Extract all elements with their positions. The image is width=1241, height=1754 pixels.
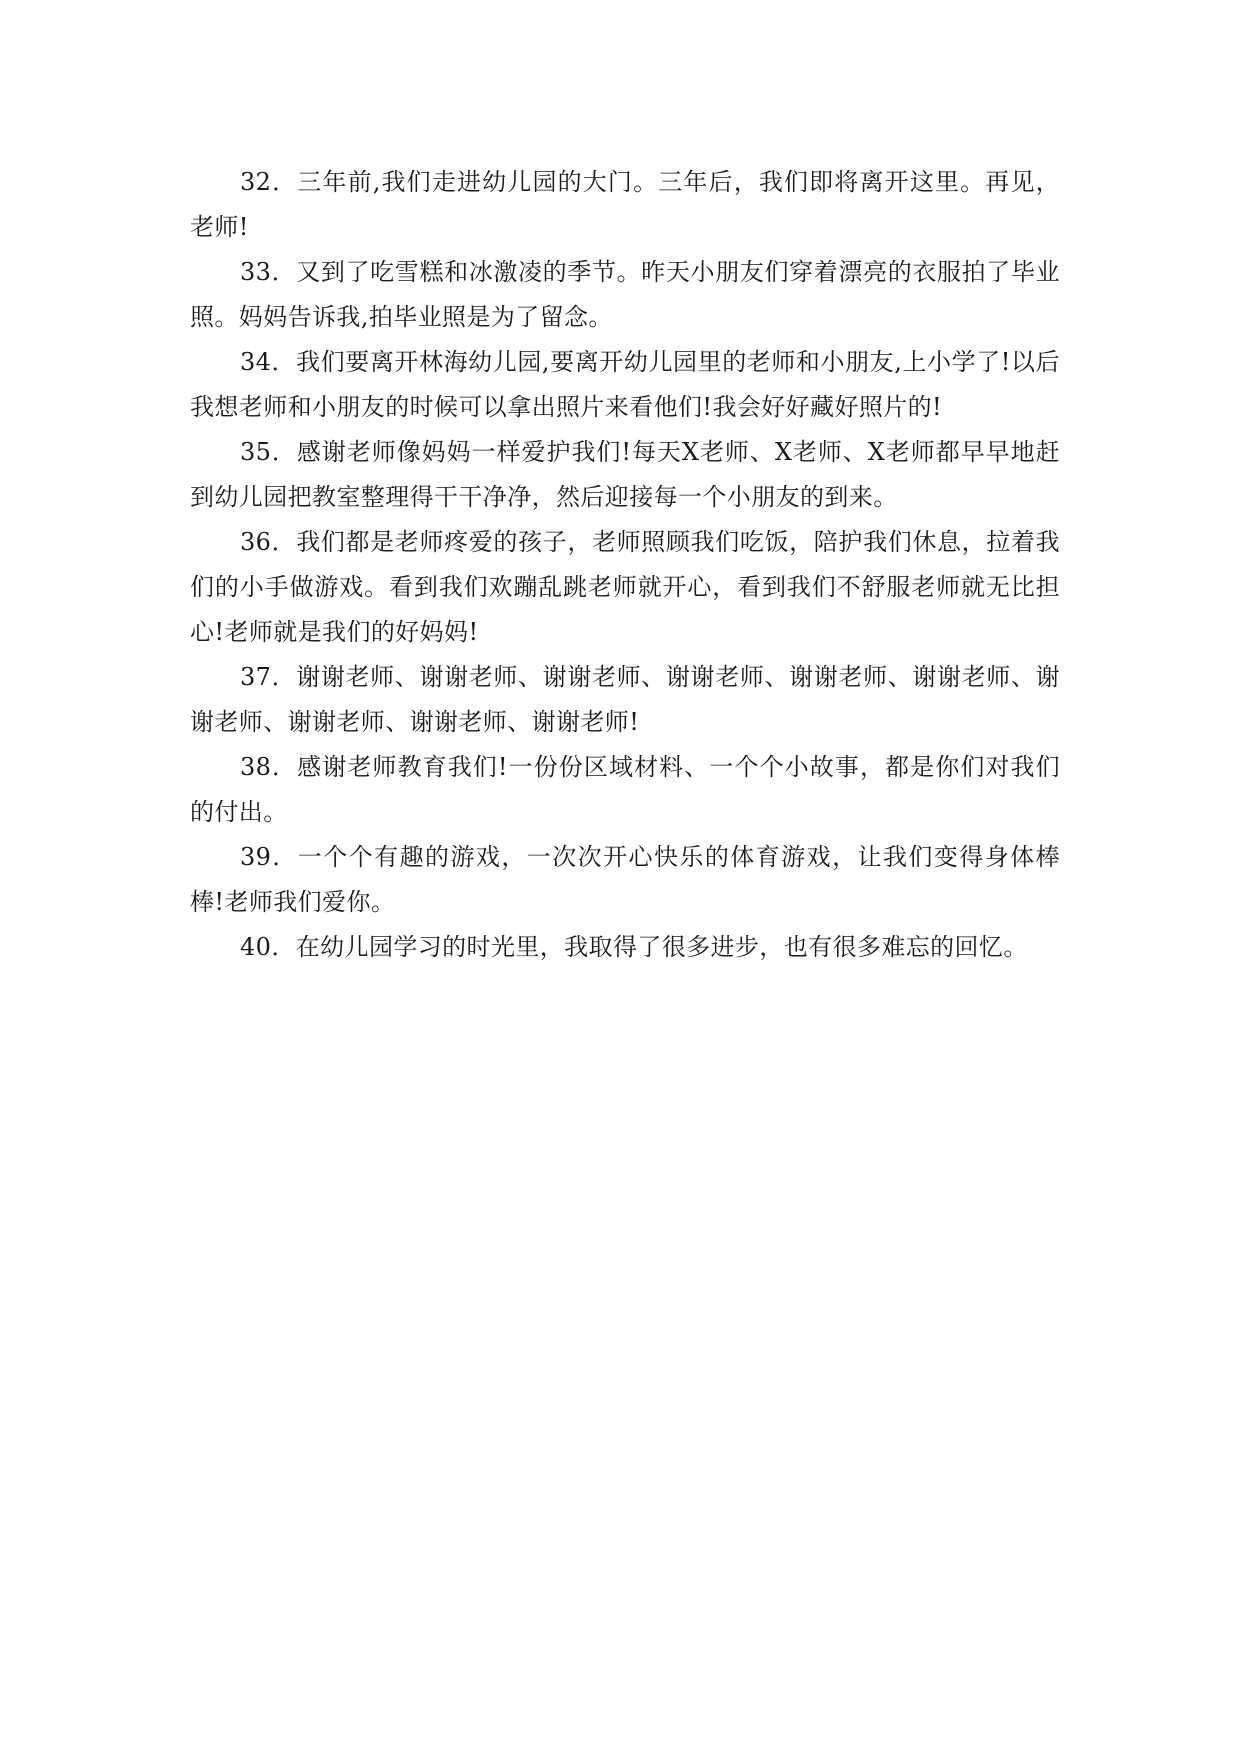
paragraph-39: 39．一个个有趣的游戏，一次次开心快乐的体育游戏，让我们变得身体棒棒!老师我们爱你。 [190, 843, 1060, 916]
paragraph-36: 36．我们都是老师疼爱的孩子，老师照顾我们吃饭，陪护我们休息，拉着我们的小手做游戏。看到我们欢蹦乱跳老师就开心，看到我们不舒服老师就无比担心!老师就是我们的好妈妈! [190, 528, 1060, 646]
paragraph-35: 35．感谢老师像妈妈一样爱护我们!每天X老师、X老师、X老师都早早地赶到幼儿园把教室整理得干干净净，然后迎接每一个小朋友的到来。 [190, 438, 1060, 511]
paragraph-32: 32．三年前,我们走进幼儿园的大门。三年后，我们即将离开这里。再见，老师! [190, 168, 1060, 241]
paragraph-40: 40．在幼儿园学习的时光里，我取得了很多进步，也有很多难忘的回忆。 [240, 933, 1028, 961]
paragraph-38: 38．感谢老师教育我们!一份份区域材料、一个个小故事，都是你们对我们的付出。 [190, 753, 1060, 826]
paragraph-33: 33．又到了吃雪糕和冰激凌的季节。昨天小朋友们穿着漂亮的衣服拍了毕业照。妈妈告诉我,拍毕业照是为了留念。 [190, 258, 1060, 331]
paragraph-34: 34．我们要离开林海幼儿园,要离开幼儿园里的老师和小朋友,上小学了!以后我想老师和小朋友的时候可以拿出照片来看他们!我会好好藏好照片的! [190, 348, 1060, 421]
document-body [190, 160, 1060, 970]
paragraph-37: 37．谢谢老师、谢谢老师、谢谢老师、谢谢老师、谢谢老师、谢谢老师、谢谢老师、谢谢老师、谢谢老师、谢谢老师! [190, 663, 1060, 736]
